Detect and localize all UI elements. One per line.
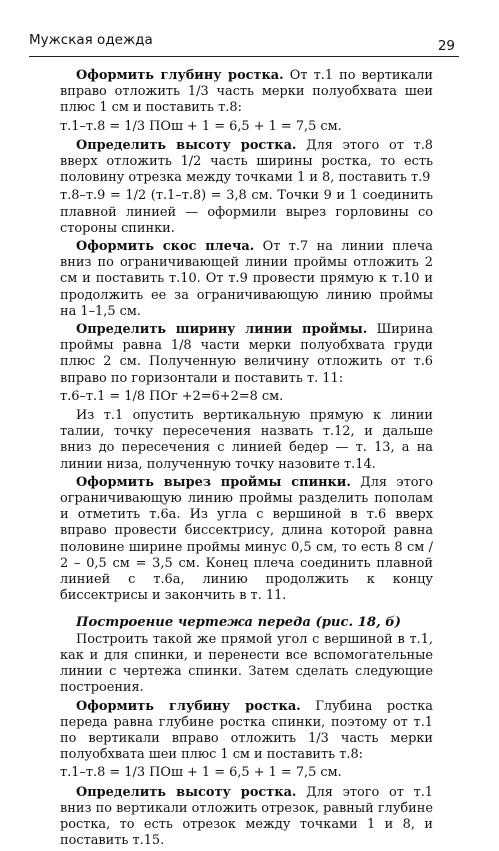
paragraph-text: Для этого от т.1 вниз по вертикали отложить отрезок, равный глубине ростка, то есть отрезок между точками 1 и 8, и поставить т.15. (60, 784, 434, 849)
page-body (60, 68, 433, 851)
paragraph (60, 68, 433, 117)
paragraph-text: От т.1 по вертикали вправо отложить 1/3 часть мерки полуобхвата шеи плюс 1 см и поставить т.8: (60, 68, 433, 116)
paragraph-heading: Определить высоту ростка. (76, 137, 297, 153)
paragraph: Построить такой же прямой угол с вершиной в т.1, как и для спинки, и перенести все вспомогательные линии с чертежа спинки. Затем сделать следующие построения. (60, 631, 433, 696)
paragraph-heading: Оформить скос плеча. (76, 239, 255, 255)
page-number: 29 (437, 38, 455, 54)
running-header (29, 24, 459, 57)
formula: т.1–т.8 = 1/3 ПОш + 1 = 6,5 + 1 = 7,5 см. (60, 765, 342, 781)
formula: т.6–т.1 = 1/8 ПОг +2=6+2=8 см. (60, 388, 284, 404)
paragraph: Из т.1 опустить вертикальную прямую к линии талии, точку пересечения назвать т.12, и дальше вниз до пересечения с линией бедер — т. 13, а на линии низа, полученную точку назовите т.14. (60, 408, 433, 472)
paragraph (60, 785, 433, 850)
paragraph-text: Глубина ростка переда равна глубине ростка спинки, поэтому от т.1 по вертикали вправо отложить 1/3 часть мерки полуобхвата шеи плюс 1 см и поставить т.8: (60, 698, 433, 763)
paragraph-text: Ширина проймы равна 1/8 части мерки полуобхвата груди плюс 2 см. Полученную величину отложить от т.6 вправо по горизонтали и поставить т. 11: (60, 322, 433, 386)
paragraph-text: Для этого ограничивающую линию проймы разделить пополам и отметить т.6а. Из угла с вершиной в т.6 вверх вправо провести биссектрису, длина которой равна половине ширине проймы минус 0,5 см, то есть 8 см / 2 – 0,5 см = 3,5 см. Конец плеча соединить плавной линией с т.6а, линию продолжить к концу биссектрисы и закончить в т. 11. (60, 474, 433, 604)
paragraph-text: От т.7 на линии плеча вниз по ограничивающей линии проймы отложить 2 см и поставить т.10. От т.9 провести прямую к т.10 и продолжить ее за ограничивающую линию проймы на 1–1,5 см. (60, 239, 433, 319)
paragraph-heading: Оформить глубину ростка. (76, 68, 284, 83)
formula: т.1–т.8 = 1/3 ПОш + 1 = 6,5 + 1 = 7,5 см. (60, 118, 342, 134)
paragraph-heading: Определить ширину линии проймы. (76, 322, 368, 338)
paragraph-text: Для этого от т.8 вверх отложить 1/2 часть ширины ростка, то есть половину отрезка между точками 1 и 8, поставить т.9 (60, 137, 434, 186)
paragraph (60, 475, 433, 605)
paragraph (60, 239, 433, 320)
section-title: Построение чертежа переда (рис. 18, б) (76, 614, 402, 630)
formula-paragraph: т.8–т.9 = 1/2 (т.1–т.8) = 3,8 см. Точки 9 и 1 соединить плавной линией — оформили вырез горловины со стороны спинки. (60, 188, 433, 236)
paragraph (60, 699, 433, 764)
header-title: Мужская одежда (29, 32, 153, 48)
paragraph-heading: Оформить глубину ростка. (76, 698, 301, 714)
paragraph (60, 322, 433, 387)
paragraph-heading: Определить высоту ростка. (76, 784, 297, 800)
paragraph-heading: Оформить вырез проймы спинки. (76, 474, 351, 490)
paragraph (60, 138, 433, 187)
